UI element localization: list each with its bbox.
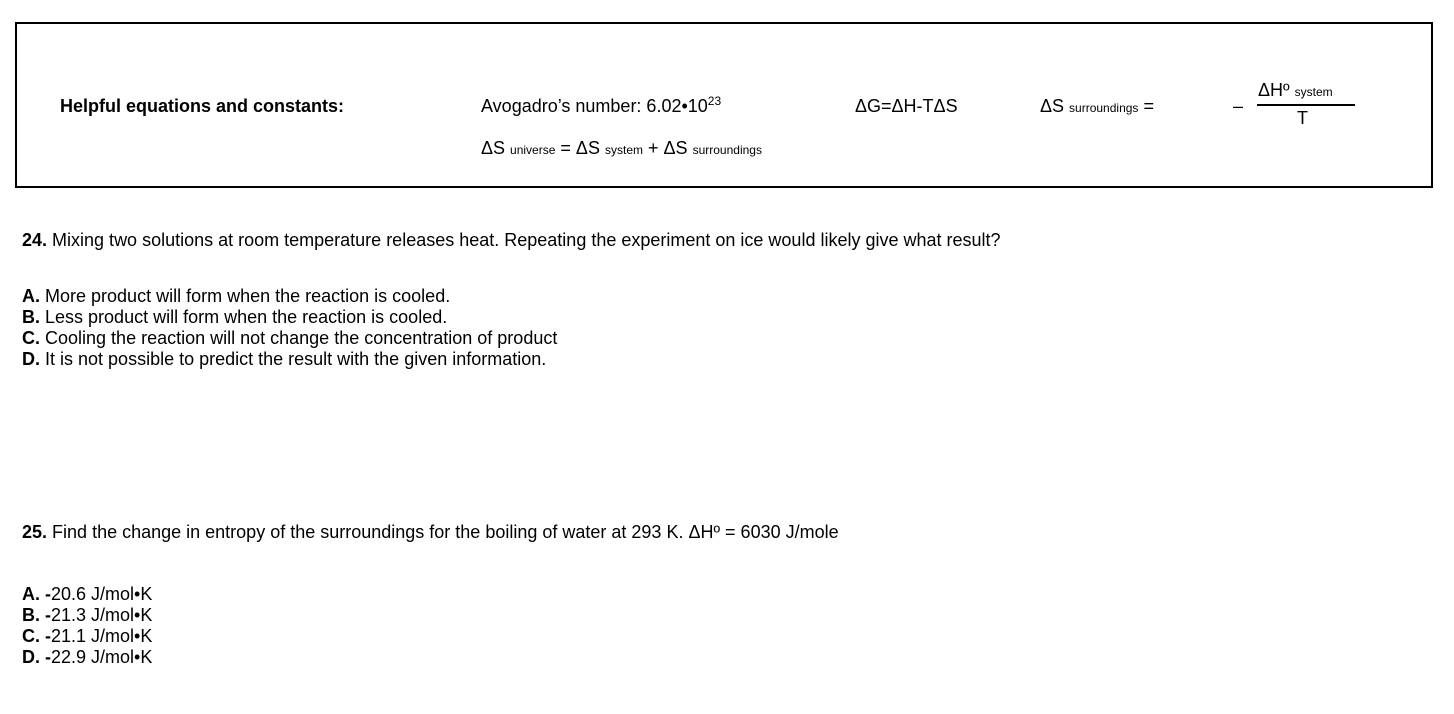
minus-sign: – bbox=[1233, 96, 1244, 116]
fraction-denominator: T bbox=[1297, 108, 1308, 128]
option-d[interactable] bbox=[22, 647, 152, 668]
option-letter: A. bbox=[22, 286, 40, 306]
gibbs-equation: ΔG=ΔH-TΔS bbox=[855, 96, 958, 116]
option-d[interactable] bbox=[22, 349, 557, 370]
option-a[interactable] bbox=[22, 584, 152, 605]
option-letter: B. bbox=[22, 307, 40, 327]
universe-term-1: ΔS bbox=[481, 138, 506, 158]
entropy-surroundings-equation bbox=[1040, 96, 1154, 117]
option-b[interactable] bbox=[22, 307, 557, 328]
surr-equals: = bbox=[1143, 96, 1154, 116]
option-text: It is not possible to predict the result with the given information. bbox=[45, 349, 547, 369]
option-letter: C. bbox=[22, 328, 40, 348]
option-a[interactable] bbox=[22, 286, 557, 307]
option-letter: D. bbox=[22, 349, 40, 369]
entropy-universe-equation bbox=[481, 138, 762, 159]
option-letter: C. bbox=[22, 626, 40, 646]
option-letter: B. bbox=[22, 605, 40, 625]
question-24-options bbox=[22, 286, 557, 370]
fraction-bar bbox=[1257, 104, 1355, 106]
option-sign: - bbox=[45, 626, 52, 646]
constants-heading: Helpful equations and constants: bbox=[60, 96, 345, 116]
numerator-subscript: system bbox=[1294, 85, 1333, 99]
universe-sub-2: system bbox=[604, 143, 643, 157]
option-text: More product will form when the reaction is cooled. bbox=[45, 286, 451, 306]
option-text: 22.9 J/mol•K bbox=[51, 647, 153, 667]
option-text: 21.3 J/mol•K bbox=[51, 605, 153, 625]
question-text: Find the change in entropy of the surroundings for the boiling of water at 293 K. ΔHº = 6030 J/mole bbox=[52, 522, 839, 542]
universe-term-2: = ΔS bbox=[560, 138, 600, 158]
option-sign: - bbox=[45, 647, 52, 667]
universe-term-3: + ΔS bbox=[648, 138, 688, 158]
fraction-numerator bbox=[1258, 80, 1333, 101]
surr-lhs-subscript: surroundings bbox=[1069, 101, 1139, 115]
option-letter: A. bbox=[22, 584, 40, 604]
option-sign: - bbox=[45, 584, 52, 604]
question-text: Mixing two solutions at room temperature releases heat. Repeating the experiment on ice would likely give what result? bbox=[52, 230, 1001, 250]
option-c[interactable] bbox=[22, 328, 557, 349]
option-b[interactable] bbox=[22, 605, 152, 626]
question-number: 25. bbox=[22, 522, 48, 542]
surr-lhs: ΔS bbox=[1040, 96, 1065, 116]
question-25 bbox=[22, 522, 839, 543]
avogadro-constant bbox=[481, 96, 721, 117]
universe-sub-1: universe bbox=[510, 143, 556, 157]
question-25-options bbox=[22, 584, 152, 668]
avogadro-label: Avogadro’s number: 6.02•10 bbox=[481, 96, 708, 116]
option-text: 20.6 J/mol•K bbox=[51, 584, 153, 604]
question-24 bbox=[22, 230, 1001, 251]
option-text: Cooling the reaction will not change the concentration of product bbox=[45, 328, 558, 348]
option-text: 21.1 J/mol•K bbox=[51, 626, 153, 646]
avogadro-exponent: 23 bbox=[707, 94, 722, 108]
option-text: Less product will form when the reaction is cooled. bbox=[45, 307, 448, 327]
universe-sub-3: surroundings bbox=[692, 143, 762, 157]
numerator-main: ΔHº bbox=[1258, 80, 1290, 100]
option-sign: - bbox=[45, 605, 52, 625]
option-c[interactable] bbox=[22, 626, 152, 647]
question-number: 24. bbox=[22, 230, 48, 250]
option-letter: D. bbox=[22, 647, 40, 667]
